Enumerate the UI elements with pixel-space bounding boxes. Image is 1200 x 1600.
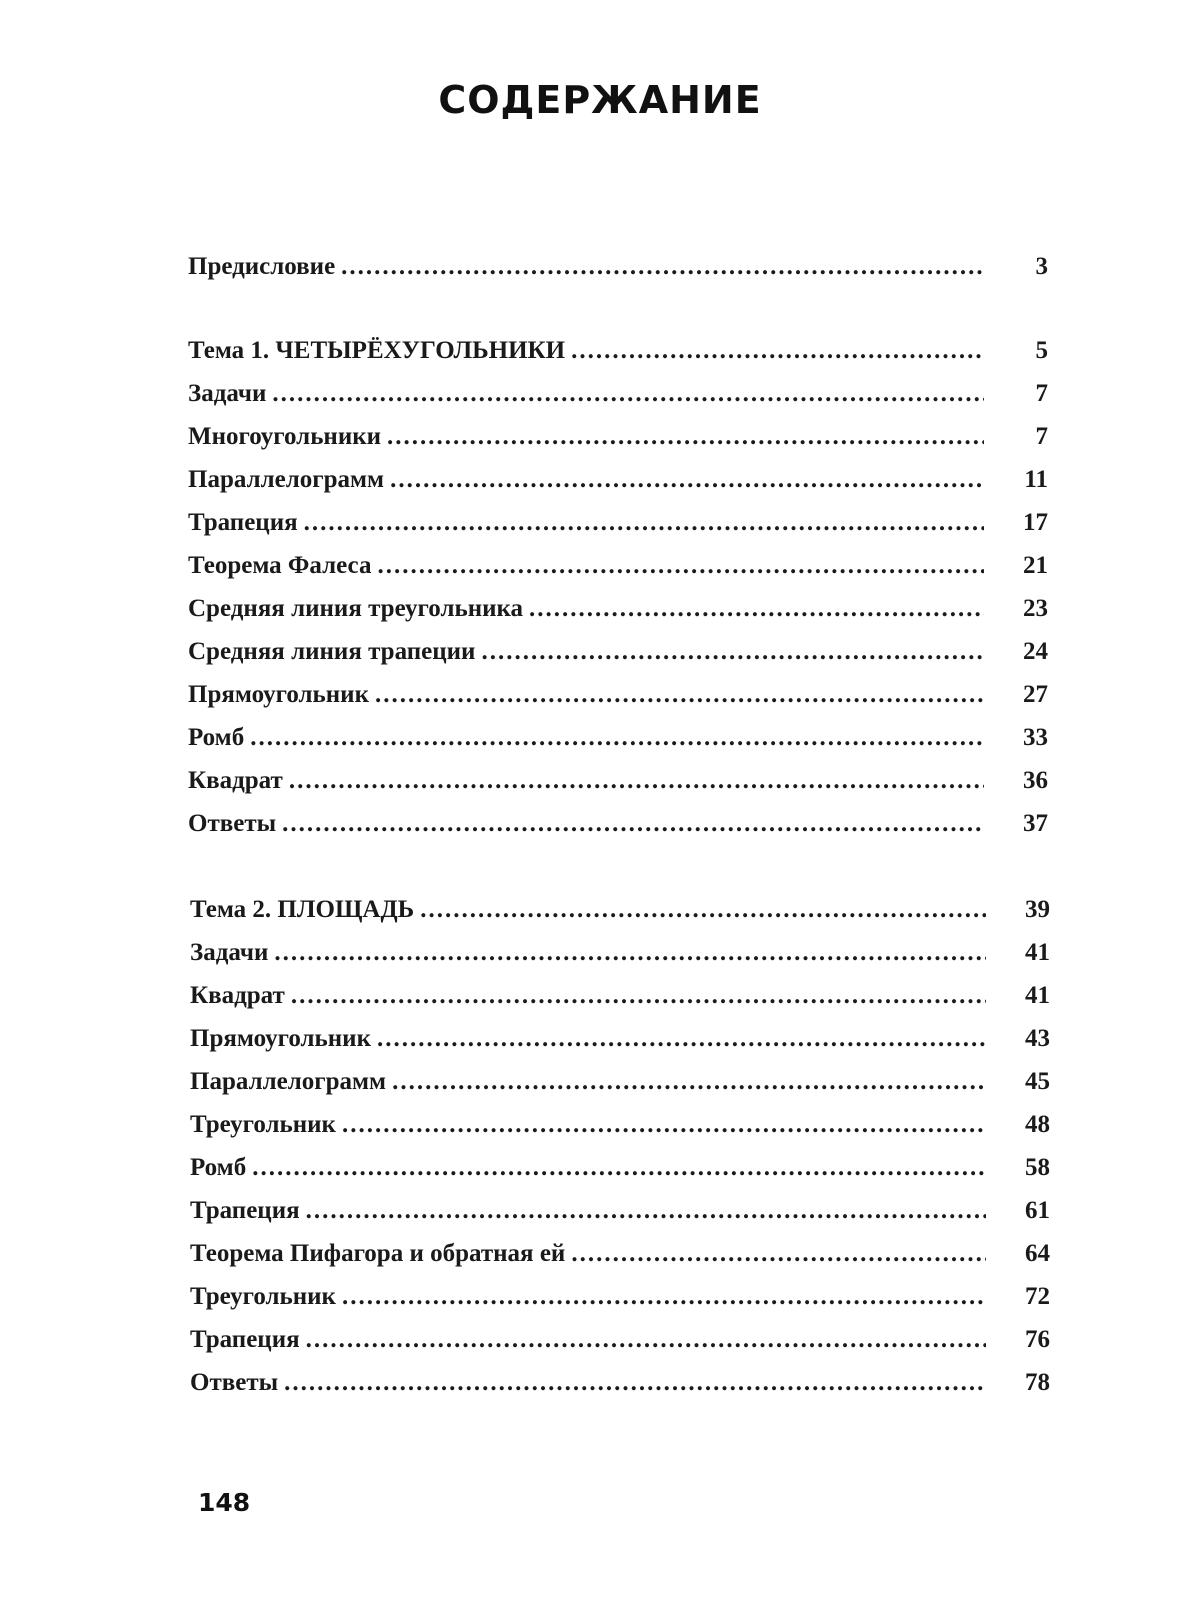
toc-entry-label: Квадрат: [190, 982, 285, 1009]
toc-entry: [188, 463, 1048, 497]
toc-entry-page: 64: [1025, 1240, 1050, 1267]
toc-entry-label: Средняя линия треугольника: [188, 595, 524, 622]
toc-entry: [188, 807, 1048, 841]
dot-leader: [289, 764, 984, 798]
dot-leader: [306, 1194, 986, 1228]
dot-leader: [481, 635, 984, 669]
toc-entry-page: 48: [1025, 1111, 1050, 1138]
toc-entry-label: Тема 1. ЧЕТЫРЁХУГОЛЬНИКИ: [188, 337, 566, 364]
dot-leader: [390, 463, 984, 497]
toc-entry: [188, 592, 1048, 626]
toc-entry-page: 11: [1024, 466, 1048, 493]
toc-entry: [190, 979, 1050, 1013]
toc-entry-label: Задачи: [188, 380, 267, 407]
toc-entry-page: 23: [1023, 595, 1048, 622]
dot-leader: [250, 721, 984, 755]
toc-entry-label: Многоугольники: [188, 423, 382, 450]
toc-entry-label: Теорема Фалеса: [188, 552, 372, 579]
dot-leader: [291, 979, 986, 1013]
toc-entry-page: 7: [1035, 423, 1048, 450]
toc-entry-page: 39: [1025, 896, 1050, 923]
toc-entry-page: 78: [1025, 1369, 1050, 1396]
toc-entry-page: 21: [1023, 552, 1048, 579]
dot-leader: [387, 420, 984, 454]
toc-entry-label: Трапеция: [188, 509, 298, 536]
toc-entry-page: 41: [1025, 982, 1050, 1009]
toc-entry-label: Треугольник: [190, 1283, 336, 1310]
dot-leader: [272, 377, 984, 411]
toc-entry-page: 72: [1025, 1283, 1050, 1310]
toc-entry-label: Задачи: [190, 939, 269, 966]
toc-entry-page: 17: [1023, 509, 1048, 536]
toc-entry-page: 5: [1035, 337, 1048, 364]
toc-entry-page: 37: [1023, 810, 1048, 837]
toc-entry-label: Тема 2. ПЛОЩАДЬ: [190, 896, 415, 923]
toc-entry-page: 45: [1025, 1068, 1050, 1095]
toc-entry: [188, 678, 1048, 712]
dot-leader: [274, 936, 986, 970]
dot-leader: [342, 1280, 986, 1314]
dot-leader: [284, 1366, 986, 1400]
toc-entry-page: 61: [1025, 1197, 1050, 1224]
dot-leader: [306, 1323, 986, 1357]
toc-entry-page: 33: [1023, 724, 1048, 751]
dot-leader: [341, 250, 984, 284]
page-title: СОДЕРЖАНИЕ: [438, 78, 762, 122]
toc-entry: [188, 764, 1048, 798]
dot-leader: [420, 893, 986, 927]
toc-entry-label: Средняя линия трапеции: [188, 638, 476, 665]
toc-entry-label: Прямоугольник: [188, 681, 369, 708]
toc-entry: [188, 549, 1048, 583]
toc-entry: [188, 377, 1048, 411]
toc-entry-label: Квадрат: [188, 767, 283, 794]
toc-entry-page: 3: [1035, 253, 1048, 280]
dot-leader: [571, 334, 984, 368]
toc-entry-label: Предисловие: [188, 253, 336, 280]
dot-leader: [375, 678, 984, 712]
toc-entry-label: Трапеция: [190, 1197, 300, 1224]
toc-entry: [190, 1366, 1050, 1400]
page-number: 148: [198, 1488, 251, 1517]
toc-entry: [190, 1065, 1050, 1099]
dot-leader: [282, 807, 984, 841]
dot-leader: [342, 1108, 986, 1142]
toc-entry: [190, 1022, 1050, 1056]
dot-leader: [377, 549, 984, 583]
toc-entry-page: 76: [1025, 1326, 1050, 1353]
toc-entry-page: 41: [1025, 939, 1050, 966]
dot-leader: [392, 1065, 986, 1099]
toc-entry-label: Параллелограмм: [190, 1068, 387, 1095]
toc-entry-label: Теорема Пифагора и обратная ей: [190, 1240, 566, 1267]
toc-entry: [190, 1237, 1050, 1271]
toc-entry-label: Трапеция: [190, 1326, 300, 1353]
toc-entry-label: Ромб: [188, 724, 245, 751]
toc-entry-label: Ответы: [190, 1369, 279, 1396]
toc-entry-page: 58: [1025, 1154, 1050, 1181]
toc-entry-page: 43: [1025, 1025, 1050, 1052]
toc-entry-page: 7: [1035, 380, 1048, 407]
toc-entry-label: Ромб: [190, 1154, 247, 1181]
dot-leader: [571, 1237, 986, 1271]
dot-leader: [252, 1151, 986, 1185]
toc-topic-heading: [190, 893, 1050, 927]
toc-entry: [188, 721, 1048, 755]
toc-entry-label: Треугольник: [190, 1111, 336, 1138]
toc-entry-page: 27: [1023, 681, 1048, 708]
toc-entry: [190, 1108, 1050, 1142]
toc-entry: [190, 1280, 1050, 1314]
toc-entry-preface: [188, 250, 1048, 284]
toc-entry-label: Прямоугольник: [190, 1025, 371, 1052]
dot-leader: [529, 592, 984, 626]
dot-leader: [304, 506, 984, 540]
toc-entry: [188, 420, 1048, 454]
toc-entry-label: Параллелограмм: [188, 466, 385, 493]
toc-entry: [190, 1194, 1050, 1228]
toc-entry: [190, 936, 1050, 970]
toc-entry-page: 36: [1023, 767, 1048, 794]
toc-topic-heading: [188, 334, 1048, 368]
toc-entry-page: 24: [1023, 638, 1048, 665]
toc-entry: [190, 1151, 1050, 1185]
toc-entry-label: Ответы: [188, 810, 277, 837]
dot-leader: [377, 1022, 986, 1056]
toc-entry: [190, 1323, 1050, 1357]
toc-entry: [188, 635, 1048, 669]
toc-entry: [188, 506, 1048, 540]
